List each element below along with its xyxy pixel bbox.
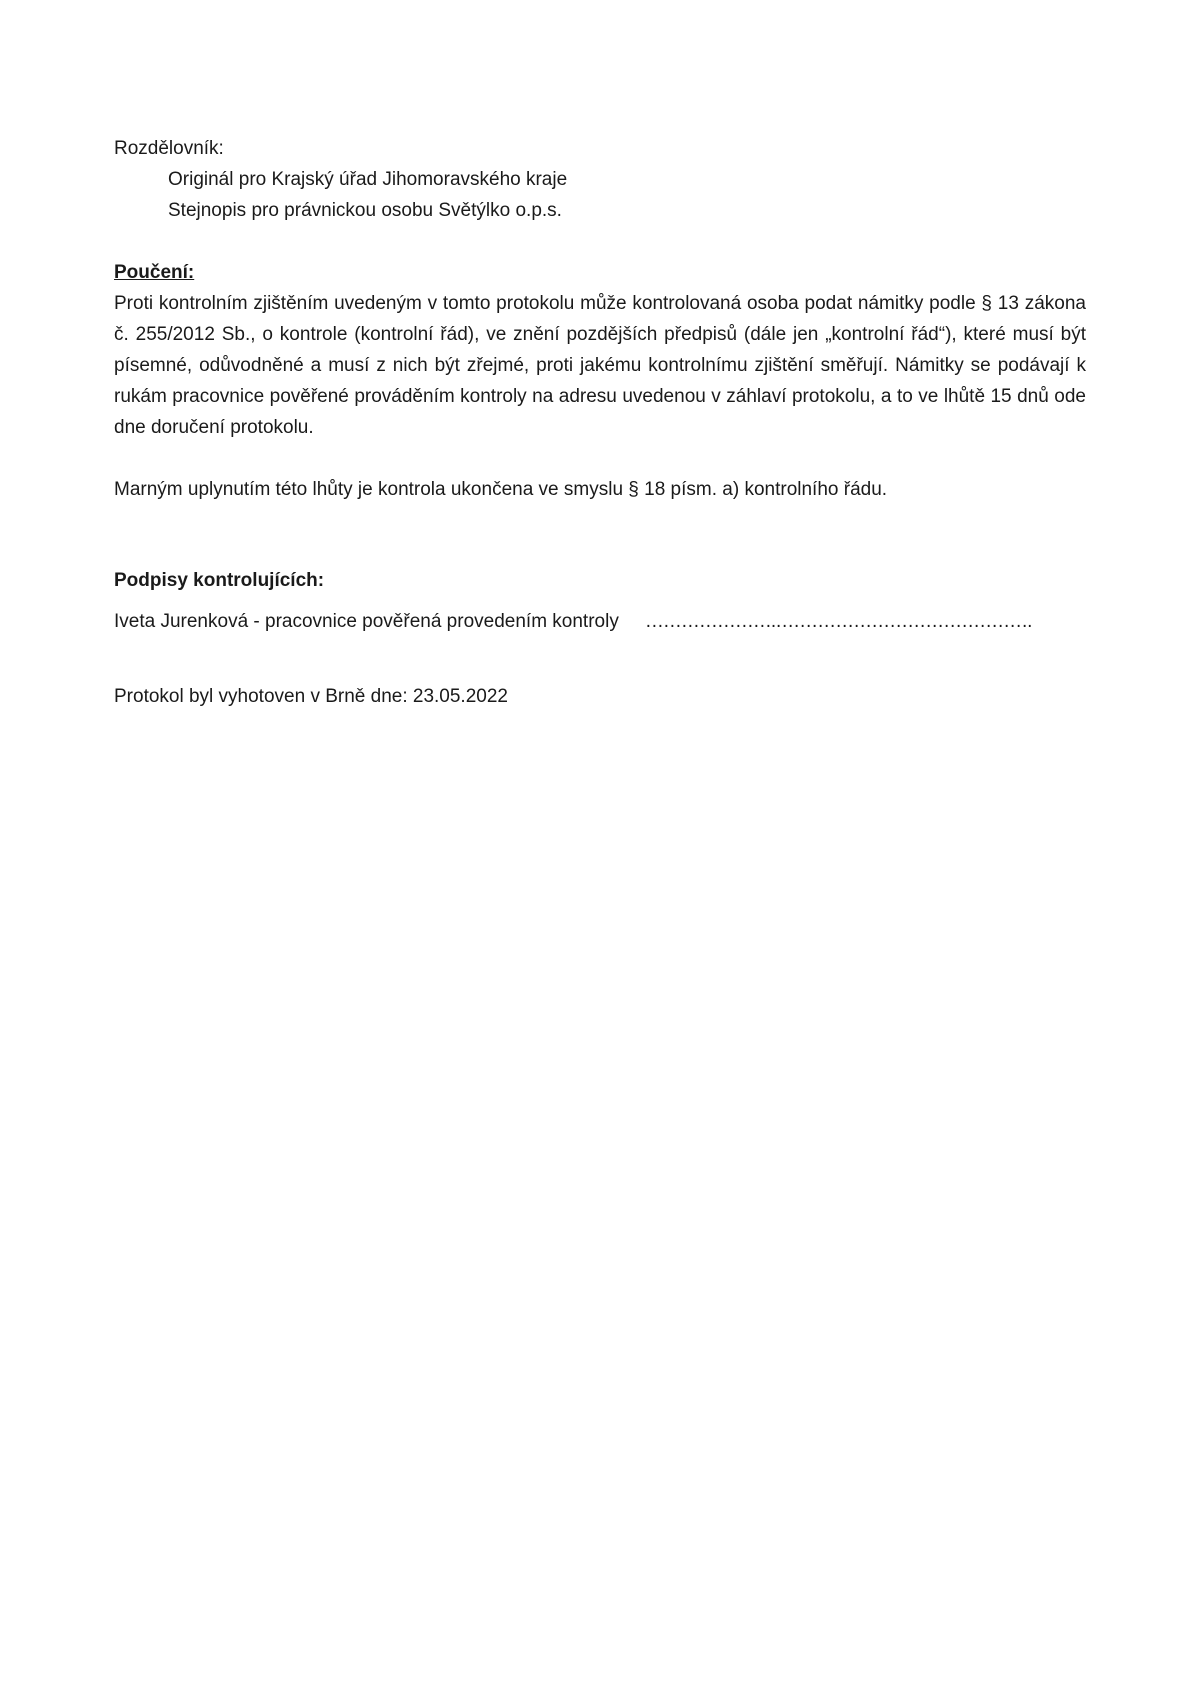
distribution-item-original: Originál pro Krajský úřad Jihomoravského kraje [168,169,568,190]
signature-row [114,606,1086,637]
issued-date: Protokol byl vyhotoven v Brně dne: 23.05.2022 [114,686,508,707]
instruction-closing: Marným uplynutím této lhůty je kontrola ukončena ve smyslu § 18 písm. a) kontrolního řádu. [114,479,888,500]
instruction-heading: Poučení: [114,262,195,283]
signature-line: ………………….……………………………………. [644,611,1032,632]
signer-name: Iveta Jurenková - pracovnice pověřená provedením kontroly [114,611,619,632]
signatures-heading: Podpisy kontrolujících: [114,570,325,591]
distribution-label: Rozdělovník: [114,138,224,159]
document-page [114,133,1086,712]
instruction-paragraph: Proti kontrolním zjištěním uvedeným v tomto protokolu může kontrolovaná osoba podat námitky podle § 13 zákona č. 255/2012 Sb., o kontrole (kontrolní řád), ve znění pozdějších předpisů (dále jen „kontrolní řád“), které musí být písemné, odůvodněné a musí z nich být zřejmé, proti jakému kontrolnímu zjištění směřují. Námitky se podávají k rukám pracovnice pověřené prováděním kontroly na adresu uvedenou v záhlaví protokolu, a to ve lhůtě 15 dnů ode dne doručení protokolu. [114,293,1086,438]
distribution-item-copy: Stejnopis pro právnickou osobu Světýlko o.p.s. [168,200,562,221]
